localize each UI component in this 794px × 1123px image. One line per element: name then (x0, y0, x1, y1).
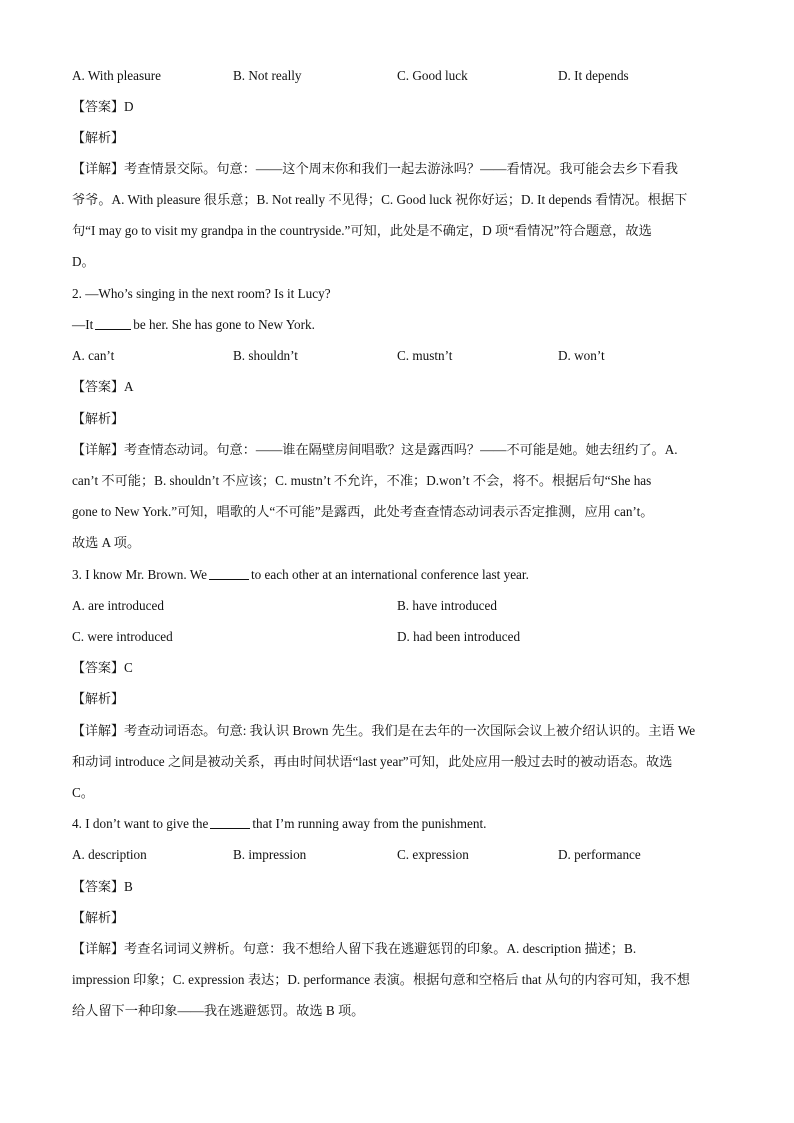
q3-option-d: D. had been introduced (397, 629, 521, 644)
q1-detail-line-2: 爷爷。A. With pleasure 很乐意；B. Not really 不见得；C. Good luck 祝你好运；D. It depends 看情况。根据下 (72, 192, 688, 207)
q3-analysis-heading: 【解析】 (72, 692, 125, 707)
q1-option-c: C. Good luck (397, 68, 468, 83)
answer-blank (209, 567, 249, 580)
q1-analysis-heading: 【解析】 (72, 131, 125, 146)
q2-stem-line-2: —It be her. She has gone to New York. (72, 317, 315, 332)
q3-detail-line-1: 【详解】考查动词语态。句意: 我认识 Brown 先生。我们是在去年的一次国际会议上被介绍认识的。主语 We (72, 723, 696, 739)
answer-blank (210, 816, 250, 829)
q2-analysis-heading: 【解析】 (72, 412, 125, 427)
q3-option-b: B. have introduced (397, 598, 497, 613)
q3-option-a: A. are introduced (72, 598, 164, 613)
q2-option-a: A. can’t (72, 348, 115, 363)
q4-option-d: D. performance (558, 847, 641, 862)
q4-answer: 【答案】B (72, 879, 133, 895)
q1-option-b: B. Not really (233, 68, 302, 83)
q2-option-d: D. won’t (558, 348, 605, 363)
q2-option-b: B. shouldn’t (233, 348, 298, 363)
q2-answer: 【答案】A (72, 379, 134, 395)
answer-tag: 【答案】 (72, 100, 125, 115)
q4-option-c: C. expression (397, 847, 469, 862)
q2-detail-line-1: 【详解】考查情态动词。句意：——谁在隔壁房间唱歌？这是露西吗？——不可能是她。她去纽约了。A. (72, 442, 678, 458)
q3-stem: 3. I know Mr. Brown. We to each other at an international conference last year. (72, 567, 529, 582)
q4-analysis-heading: 【解析】 (72, 911, 125, 926)
q4-detail-line-3: 给人留下一种印象——我在逃避惩罚。故选 B 项。 (72, 1003, 365, 1018)
q1-detail-line-4: D。 (72, 254, 95, 269)
q3-detail-line-3: C。 (72, 785, 94, 800)
q3-answer: 【答案】C (72, 660, 133, 676)
q4-option-b: B. impression (233, 847, 307, 862)
detail-tag: 【详解】 (72, 162, 125, 177)
q3-option-c: C. were introduced (72, 629, 173, 644)
q4-detail-line-1: 【详解】考查名词词义辨析。句意：我不想给人留下我在逃避惩罚的印象。A. description 描述；B. (72, 941, 637, 957)
q2-option-c: C. mustn’t (397, 348, 453, 363)
q4-stem: 4. I don’t want to give the that I’m running away from the punishment. (72, 816, 487, 831)
q1-answer (72, 98, 732, 117)
q2-stem-line-1: 2. —Who’s singing in the next room? Is it Lucy? (72, 286, 331, 301)
q4-option-a: A. description (72, 847, 147, 862)
q1-option-d: D. It depends (558, 68, 629, 83)
answer-value: D (124, 99, 134, 114)
answer-blank (95, 317, 131, 330)
q1-option-a: A. With pleasure (72, 68, 161, 83)
q3-detail-line-2: 和动词 introduce 之间是被动关系，再由时间状语“last year”可知，此处应用一般过去时的被动语态。故选 (72, 754, 673, 769)
q2-detail-line-3: gone to New York.”可知，唱歌的人“不可能”是露西，此处考查查情态动词表示否定推测，应用 can’t。 (72, 504, 654, 519)
q1-detail-line-3: 句“I may go to visit my grandpa in the countryside.”可知，此处是不确定，D 项“看情况”符合题意，故选 (72, 223, 652, 238)
q4-detail-line-2: impression 印象；C. expression 表达；D. performance 表演。根据句意和空格后 that 从句的内容可知，我不想 (72, 972, 690, 987)
q2-detail-line-2: can’t 不可能；B. shouldn’t 不应该；C. mustn’t 不允许，不准；D.won’t 不会，将不。根据后句“She has (72, 473, 652, 488)
q2-detail-line-4: 故选 A 项。 (72, 535, 141, 550)
q1-detail-line-1: 【详解】考查情景交际。句意：——这个周末你和我们一起去游泳吗？——看情况。我可能会去乡下看我 (72, 161, 678, 177)
